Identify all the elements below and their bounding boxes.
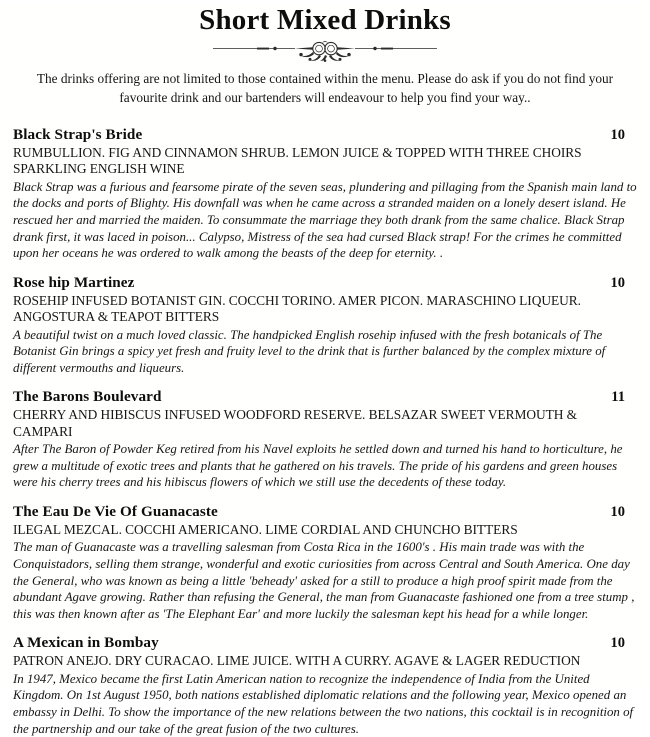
drink-description: After The Baron of Powder Keg retired from his Navel exploits he settled down and turned his hand to horticulture, he grew a multitude of exotic trees and plants that he gathered on his travels. The pride of his gardens and green houses were his cherry trees and his hibiscus flowers of which we still use the decedents of these today. (13, 442, 623, 490)
drink-description: A beautiful twist on a much loved classic. The handpicked English rosehip infused with the fresh botanicals of The Botanist Gin brings a spicy yet fresh and fruity level to the drink that is further balanced by the complex mixture of different vermouths and liqueurs. (13, 327, 606, 375)
floral-ornament-divider (13, 38, 637, 64)
drink-ingredients: ILEGAL MEZCAL. COCCHI AMERICANO. LIME CORDIAL AND CHUNCHO BITTERS (13, 521, 518, 537)
drink-price: 10 (610, 503, 625, 520)
drink-price: 10 (610, 127, 625, 143)
menu-intro-text: The drinks offering are not limited to those contained within the menu. Please do ask if you do not find your favourite drink and our bartenders will endeavour to help you find your way.. (36, 71, 614, 105)
drink-price: 10 (610, 274, 625, 291)
drink-header (13, 387, 625, 407)
drink-item (13, 633, 637, 737)
drink-price: 10 (610, 635, 625, 652)
drink-description: In 1947, Mexico became the first Latin American nation to recognize the independence of India from the United Kingdom. On 1st August 1950, both nations established diplomatic relations and the following year, Mexico opened an embassy in Delhi. To show the importance of the new relations between the two nations, this cocktail is in recognition of the partnership and our take of the great fusion of the two cultures. (13, 671, 634, 736)
drink-item (13, 125, 637, 262)
drink-name: Black Strap's Bride (13, 126, 143, 143)
drink-name: The Eau De Vie Of Guanacaste (13, 502, 218, 520)
drink-header (13, 502, 625, 522)
menu-page (0, 3, 650, 736)
drink-name: A Mexican in Bombay (13, 634, 159, 652)
drink-item (13, 502, 637, 622)
page-title: Short Mixed Drinks (199, 4, 451, 36)
drink-price: 11 (611, 389, 625, 406)
drink-item (13, 387, 637, 491)
drinks-list (13, 125, 637, 737)
drink-header (13, 125, 625, 145)
drink-header (13, 633, 625, 653)
drink-ingredients: CHERRY AND HIBISCUS INFUSED WOODFORD RESERVE. BELSAZAR SWEET VERMOUTH & CAMPARI (13, 407, 578, 439)
drink-description: Black Strap was a furious and fearsome pirate of the seven seas, plundering and pillaging from the Spanish main land to the docks and ports of Blighty. His downfall was when he came across a stranded maiden on a lonely desert island. He rescued her and married the maiden. To consummate the marriage they both drank from the same chalice. Black Strap drank first, it was laced in poison... Calypso, Mistress of the sea had cursed Black strap! For the crimes he committed upon her oceans he was ordered to walk among the beasts of the deep for eternity. . (13, 179, 637, 261)
drink-description: The man of Guanacaste was a travelling salesman from Costa Rica in the 1600's . His main trade was with the Conquistadors, selling them strange, wonderful and exotic curiosities from across Central and South America. One day the General, who was known as being a little 'beheady' asked for a still to produce a high proof spirit made from the abundant Agave growing. Rather than refusing the General, the man from Guanacaste fashioned one from a tree stump , this was then known after as 'The Elephant Ear' and more luckily the salesman kept his head for a while longer. (13, 540, 635, 621)
drink-ingredients: ROSEHIP INFUSED BOTANIST GIN. COCCHI TORINO. AMER PICON. MARASCHINO LIQUEUR. ANGOSTURA & TEAPOT BITTERS (13, 292, 581, 325)
drink-ingredients: RUMBULLION. FIG AND CINNAMON SHRUB. LEMON JUICE & TOPPED WITH THREE CHOIRS SPARKLING ENGLISH WINE (13, 145, 582, 177)
drink-header (13, 273, 625, 293)
drink-name: Rose hip Martinez (13, 273, 135, 291)
drink-name: The Barons Boulevard (13, 388, 162, 406)
drink-item (13, 273, 637, 377)
drink-ingredients: PATRON ANEJO. DRY CURACAO. LIME JUICE. WITH A CURRY. AGAVE & LAGER REDUCTION (13, 653, 581, 669)
